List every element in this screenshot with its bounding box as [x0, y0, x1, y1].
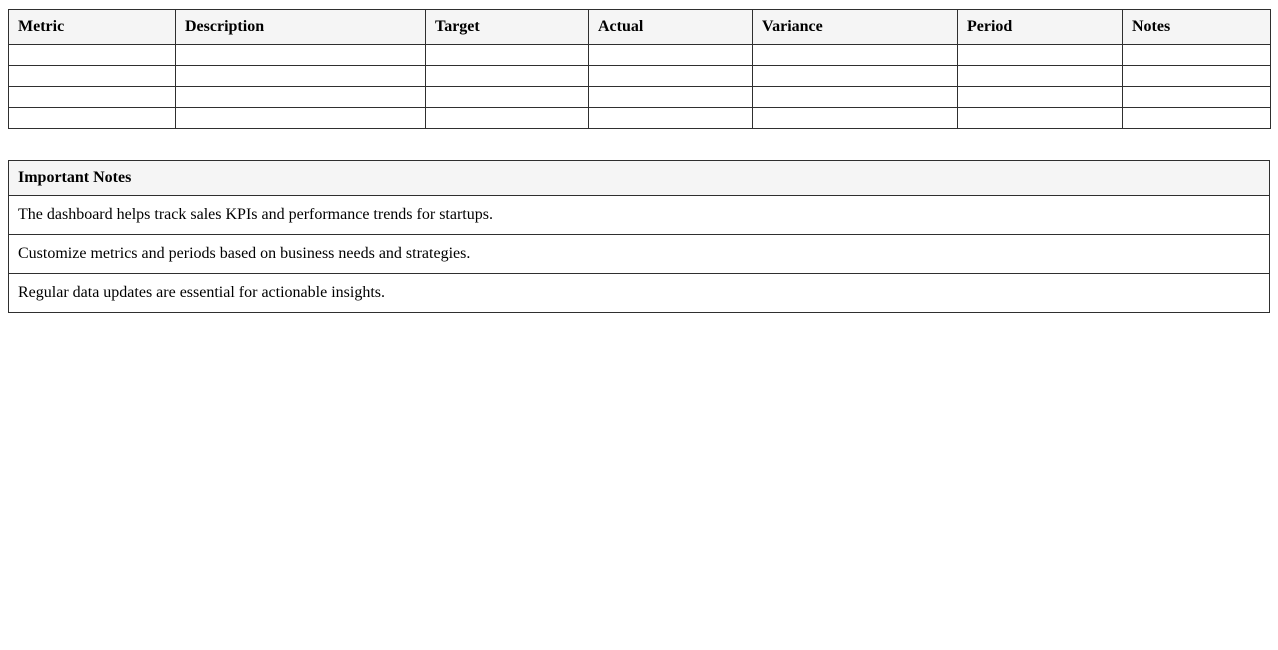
table-row [9, 196, 1270, 235]
table-cell [1123, 87, 1271, 108]
important-notes-table [8, 160, 1270, 313]
table-row [9, 45, 1271, 66]
note-text: Regular data updates are essential for actionable insights. [9, 274, 1270, 313]
column-header-target: Target [426, 10, 589, 45]
table-cell [1123, 108, 1271, 129]
table-cell [1123, 45, 1271, 66]
notes-table-header: Important Notes [9, 161, 1270, 196]
table-cell [176, 108, 426, 129]
table-cell [753, 108, 958, 129]
table-cell [1123, 66, 1271, 87]
column-header-period: Period [958, 10, 1123, 45]
table-cell [426, 45, 589, 66]
notes-table-header-row [9, 161, 1270, 196]
table-cell [9, 45, 176, 66]
kpi-table-header-row [9, 10, 1271, 45]
table-cell [589, 45, 753, 66]
column-header-notes: Notes [1123, 10, 1271, 45]
table-cell [426, 66, 589, 87]
table-cell [958, 108, 1123, 129]
column-header-metric: Metric [9, 10, 176, 45]
table-cell [176, 66, 426, 87]
table-cell [958, 87, 1123, 108]
table-cell [753, 66, 958, 87]
table-cell [958, 45, 1123, 66]
table-row [9, 108, 1271, 129]
column-header-variance: Variance [753, 10, 958, 45]
table-cell [9, 66, 176, 87]
note-text: Customize metrics and periods based on business needs and strategies. [9, 235, 1270, 274]
table-row [9, 87, 1271, 108]
column-header-actual: Actual [589, 10, 753, 45]
table-cell [589, 66, 753, 87]
note-text: The dashboard helps track sales KPIs and performance trends for startups. [9, 196, 1270, 235]
table-cell [176, 45, 426, 66]
table-cell [9, 87, 176, 108]
table-cell [426, 108, 589, 129]
table-cell [589, 108, 753, 129]
table-cell [958, 66, 1123, 87]
table-cell [753, 87, 958, 108]
table-cell [9, 108, 176, 129]
table-cell [753, 45, 958, 66]
table-row [9, 274, 1270, 313]
table-row [9, 235, 1270, 274]
table-cell [176, 87, 426, 108]
table-cell [589, 87, 753, 108]
column-header-description: Description [176, 10, 426, 45]
kpi-table [8, 9, 1271, 129]
table-cell [426, 87, 589, 108]
table-row [9, 66, 1271, 87]
